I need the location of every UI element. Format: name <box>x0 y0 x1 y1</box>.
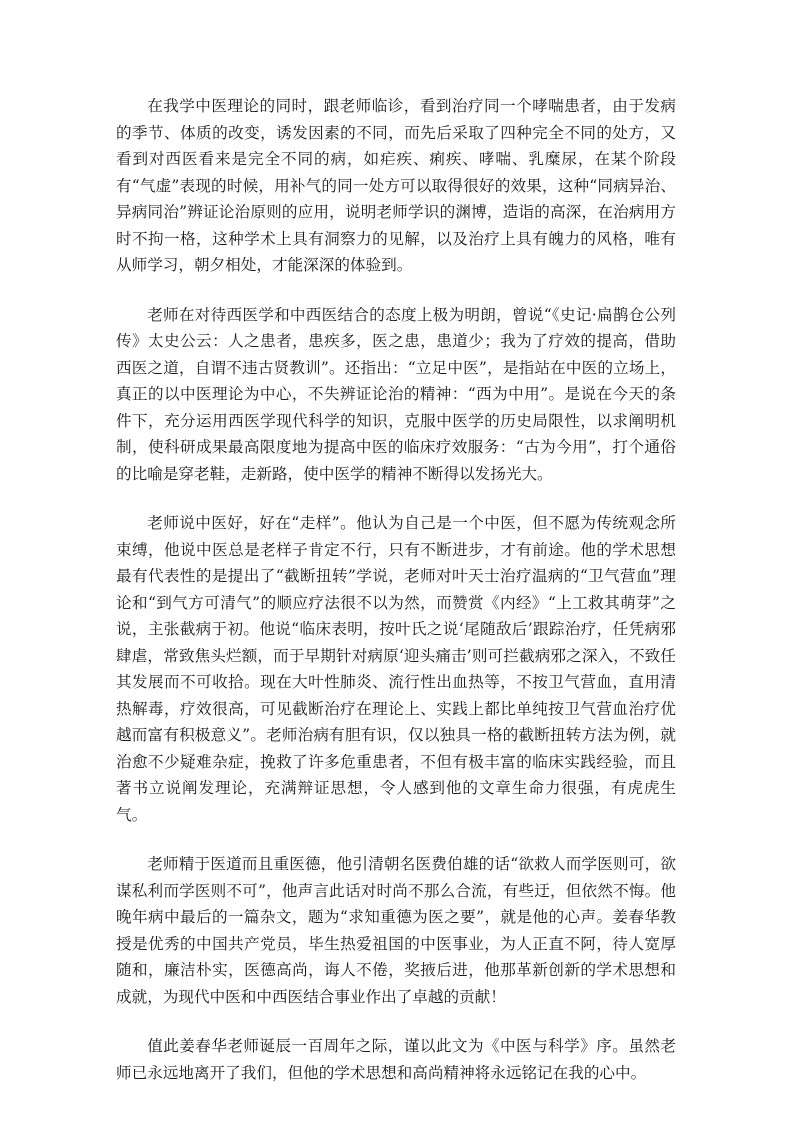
paragraph-academic-thought: 老师说中医好，好在“走样”。他认为自己是一个中医，但不愿为传统观念所束缚，他说中医总是老样子肯定不行，只有不断进步，才有前途。他的学术思想最有代表性的是提出了“截断扭转”学说，老师对叶天士治疗温病的“卫气营血”理论和“到气方可清气”的顺应疗法很不以为然，而赞赏《内经》“上工救其萌芽”之说，主张截病于初。他说“临床表明，按叶氏之说‘尾随敌后’跟踪治疗，任凭病邪肆虐，常致焦头烂额，而于早期针对病原‘迎头痛击’则可拦截病邪之深入，不致任其发展而不可收拾。现在大叶性肺炎、流行性出血热等，不按卫气营血，直用清热解毒，疗效很高，可见截断治疗在理论上、实践上都比单纯按卫气营血治疗优越而富有积极意义”。老师治病有胆有识，仅以独具一格的截断扭转方法为例，就治愈不少疑难杂症，挽救了许多危重患者，不但有极丰富的临床实践经验，而且著书立说阐发理论，充满辩证思想，令人感到他的文章生命力很强，有虎虎生气。 <box>116 514 676 824</box>
document-body <box>116 93 676 1109</box>
paragraph-clinical-practice: 在我学中医理论的同时，跟老师临诊，看到治疗同一个哮喘患者，由于发病的季节、体质的改变，诱发因素的不同，而先后采取了四种完全不同的处方，又看到对西医看来是完全不同的病，如疟疾、痢疾、哮喘、乳糜尿，在某个阶段有“气虚”表现的时候，用补气的同一处方可以取得很好的效果，这种“同病异治、异病同治”辨证论治原则的应用，说明老师学识的渊博，造诣的高深，在治病用方时不拘一格，这种学术上具有洞察力的见解，以及治疗上具有魄力的风格，唯有从师学习，朝夕相处，才能深深的体验到。 <box>116 97 676 274</box>
paragraph-closing: 值此姜春华老师诞辰一百周年之际，谨以此文为《中医与科学》序。虽然老师已永远地离开了我们，但他的学术思想和高尚精神将永远铭记在我的心中。 <box>116 1037 676 1082</box>
paragraph-integrated-medicine: 老师在对待西医学和中西医结合的态度上极为明朗，曾说“《史记·扁鹊仓公列传》太史公云：人之患者，患疾多，医之患，患道少；我为了疗效的提高，借助西医之道，自谓不违古贤教训”。还指出：“立足中医”，是指站在中医的立场上，真正的以中医理论为中心，不失辨证论治的精神：“西为中用”。是说在今天的条件下，充分运用西医学现代科学的知识，克服中医学的历史局限性，以求阐明机制，使科研成果最高限度地为提高中医的临床疗效服务：“古为今用”，打个通俗的比喻是穿老鞋，走新路，使中医学的精神不断得以发扬光大。 <box>116 305 676 483</box>
paragraph-medical-ethics: 老师精于医道而且重医德，他引清朝名医费伯雄的话“欲救人而学医则可，欲谋私利而学医则不可”，他声言此话对时尚不那么合流，有些迂，但依然不悔。他晚年病中最后的一篇杂文，题为“求知重德为医之要”，就是他的心声。姜春华教授是优秀的中国共产党员，毕生热爱祖国的中医事业，为人正直不阿，待人宽厚随和，廉洁朴实，医德高尚，诲人不倦，奖掖后进，他那革新创新的学术思想和成就，为现代中医和中西医结合事业作出了卓越的贡献！ <box>116 855 676 1006</box>
